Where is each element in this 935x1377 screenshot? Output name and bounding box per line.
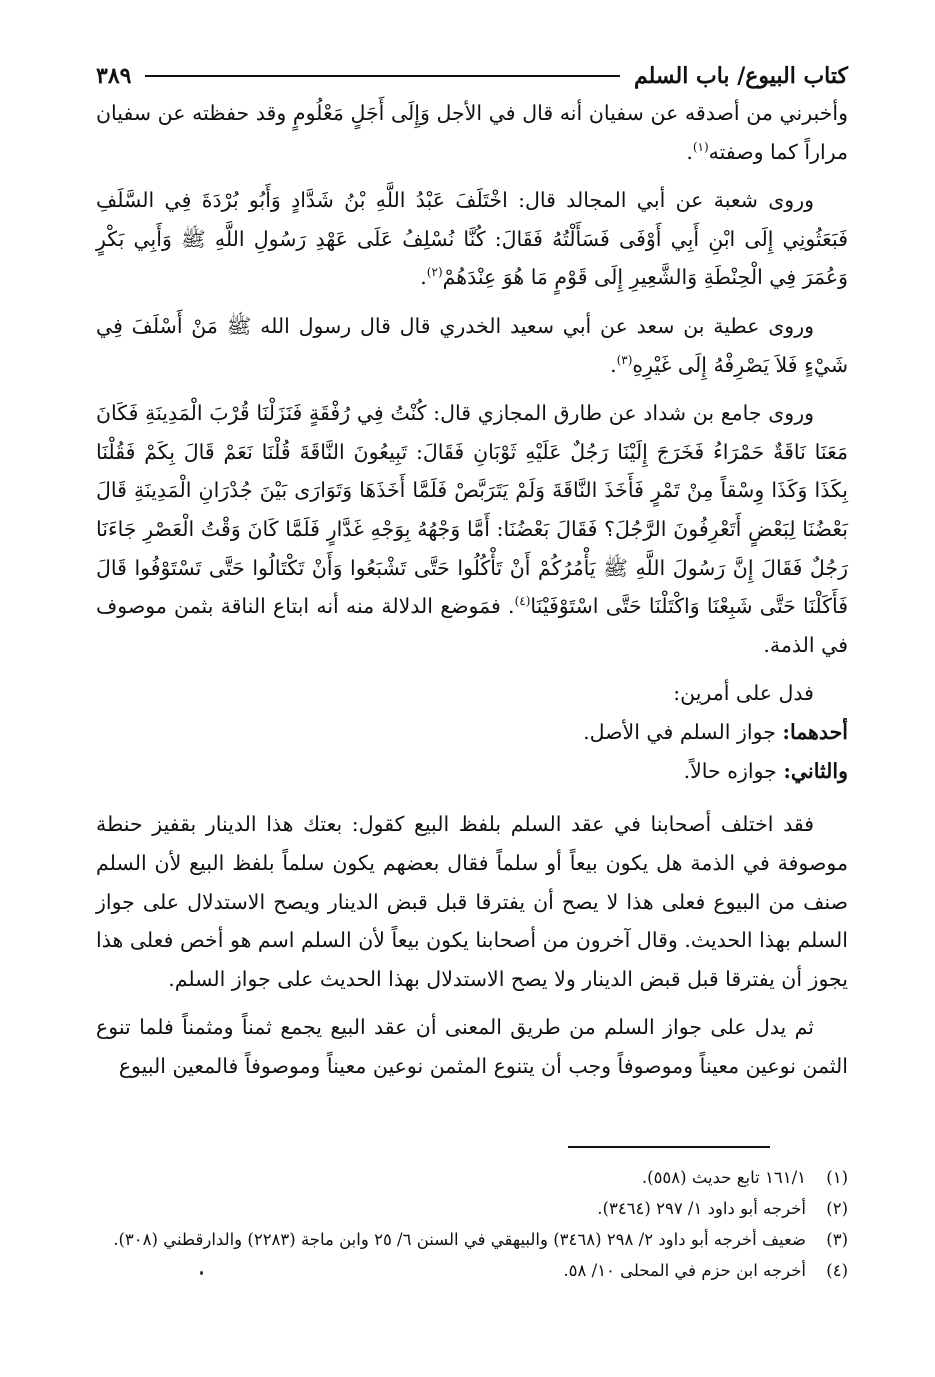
- footnote-text: ١٦١/١ تابع حديث (٥٥٨).: [641, 1168, 806, 1187]
- paragraph-text: وروى جامع بن شداد عن طارق المجازي قال: كُنْتُ فِي رُفْقَةٍ فَنَزَلْنَا قُرْبَ الْمَدِينَةِ فَكَانَ مَعَنَا نَاقَةٌ حَمْرَاءُ فَخَرَجَ إِلَيْنَا رَجُلٌ عَلَيْهِ ثَوْبَانِ فَقَالَ: تَبِيعُونَ النَّاقَةَ قُلْنَا نَعَمْ قَالَ بِكَمْ فَقُلْنَا بِكَذَا وَكَذَا وِسْقاً مِنْ تَمْرٍ فَأَخَذَ النَّاقَةَ وَلَمْ يَتَرَبَّصْ فَلَمَّا أَخَذَهَا وَتَوَارَى بَيْنَ جُدْرَانِ الْمَدِينَةِ قَالَ بَعْضُنَا لِبَعْضٍ أَتَعْرِفُونَ الرَّجُلَ؟ فَقَالَ بَعْضُنَا: أَمَّا وَجْهُهُ بِوَجْهِ غَدَّارٍ فَلَمَّا كَانَ وَقْتُ الْعَصْرِ جَاءَنَا رَجُلٌ فَقَالَ إِنَّ رَسُولَ اللَّهِ ﷺ يَأْمُرُكُمْ أَنْ تَأْكُلُوا حَتَّى تَشْبَعُوا وَأَنْ تَكْتَالُوا حَتَّى تَسْتَوْفُوا قَالَ فَأَكَلْنَا حَتَّى شَبِعْنَا وَاكْتَلْنَا حَتَّى اسْتَوْفَيْنَا: [96, 401, 848, 619]
- list-item-text: جوازه حالاً.: [683, 759, 784, 784]
- footnote-text: أخرجه أبو داود ١/ ٢٩٧ (٣٤٦٤).: [597, 1199, 806, 1218]
- footnote: [96, 1164, 848, 1191]
- footnote-number: (٢): [826, 1199, 848, 1218]
- paragraph-text: وأخبرني من أصدقه عن سفيان أنه قال في الأجل وَإِلَى أَجَلٍ مَعْلُومٍ وقد حفظته عن سفيان مراراً كما وصفته: [96, 101, 848, 164]
- list-intro: فدل على أمرين:: [673, 681, 814, 706]
- list-item-text: جواز السلم في الأصل.: [583, 720, 783, 745]
- main-text: [96, 94, 848, 1085]
- footnotes: [96, 1164, 848, 1288]
- footnote-marker: (١): [692, 139, 709, 154]
- list-item: [96, 752, 848, 791]
- footnote: [96, 1257, 848, 1284]
- paragraph: وروى شعبة عن أبي المجالد قال: اخْتَلَفَ عَبْدُ اللَّهِ بْنُ شَدَّادٍ وَأَبُو بُرْدَةَ فِي السَّلَفِ فَبَعَثُونِي إِلَى ابْنِ أَبِي أَوْفَى فَسَأَلْتُهُ فَقَالَ: كُنَّا نُسْلِفُ عَلَى عَهْدِ رَسُولِ اللَّهِ ﷺ وَأَبِي بَكْرٍ وَعُمَرَ فِي الْحِنْطَةِ وَالشَّعِيرِ إِلَى قَوْمٍ مَا هُوَ عِنْدَهُمْ$^{(٢)}$.: [96, 188, 848, 290]
- footnote: [96, 1195, 848, 1222]
- chapter-title: كتاب البيوع/ باب السلم: [633, 63, 848, 89]
- paragraph: وروى عطية بن سعد عن أبي سعيد الخدري قال قال رسول الله ﷺ مَنْ أَسْلَفَ فِي شَيْءٍ فَلاَ يَصْرِفْهُ إِلَى غَيْرِهِ$^{(٣)}$.: [96, 313, 848, 377]
- footnote-number: (٣): [826, 1230, 848, 1249]
- footnote: [96, 1226, 848, 1253]
- book-page: [96, 58, 848, 1095]
- paragraph: وأخبرني من أصدقه عن سفيان أنه قال في الأجل وَإِلَى أَجَلٍ مَعْلُومٍ وقد حفظته عن سفيان مراراً كما وصفته$^{(١)}$.: [96, 101, 848, 164]
- list-item-label: والثاني:: [783, 759, 848, 784]
- running-header: [96, 58, 848, 94]
- footnote-marker: (٤): [514, 594, 531, 609]
- page-number: ٣٨٩: [96, 63, 132, 89]
- footnote-number: (٤): [826, 1261, 848, 1280]
- scan-speck: [200, 1271, 203, 1275]
- list-item-label: أحدهما:: [782, 720, 848, 745]
- paragraph-text: وروى عطية بن سعد عن أبي سعيد الخدري قال قال رسول الله ﷺ مَنْ أَسْلَفَ فِي شَيْءٍ فَلاَ يَصْرِفْهُ إِلَى غَيْرِهِ: [96, 313, 848, 377]
- footnote-separator: [568, 1146, 770, 1148]
- footnote-number: (١): [826, 1168, 848, 1187]
- footnote-text: ضعيف أخرجه أبو داود ٢/ ٢٩٨ (٣٤٦٨) والبيهقي في السنن ٦/ ٢٥ وابن ماجة (٢٢٨٣) والدارقطني (٣٠٨).: [113, 1230, 806, 1249]
- enumeration: [96, 674, 848, 791]
- paragraph: وروى جامع بن شداد عن طارق المجازي قال: كُنْتُ فِي رُفْقَةٍ فَنَزَلْنَا قُرْبَ الْمَدِينَةِ فَكَانَ مَعَنَا نَاقَةٌ حَمْرَاءُ فَخَرَجَ إِلَيْنَا رَجُلٌ عَلَيْهِ ثَوْبَانِ فَقَالَ: تَبِيعُونَ النَّاقَةَ قُلْنَا نَعَمْ قَالَ بِكَمْ فَقُلْنَا بِكَذَا وَكَذَا وِسْقاً مِنْ تَمْرٍ فَأَخَذَ النَّاقَةَ وَلَمْ يَتَرَبَّصْ فَلَمَّا أَخَذَهَا وَتَوَارَى بَيْنَ جُدْرَانِ الْمَدِينَةِ قَالَ بَعْضُنَا لِبَعْضٍ أَتَعْرِفُونَ الرَّجُلَ؟ فَقَالَ بَعْضُنَا: أَمَّا وَجْهُهُ بِوَجْهِ غَدَّارٍ فَلَمَّا كَانَ وَقْتُ الْعَصْرِ جَاءَنَا رَجُلٌ فَقَالَ إِنَّ رَسُولَ اللَّهِ ﷺ يَأْمُرُكُمْ أَنْ تَأْكُلُوا حَتَّى تَشْبَعُوا وَأَنْ تَكْتَالُوا حَتَّى تَسْتَوْفُوا قَالَ فَأَكَلْنَا حَتَّى شَبِعْنَا وَاكْتَلْنَا حَتَّى اسْتَوْفَيْنَا$^{(٤)}$. فمَوضع الدلالة منه أنه ابتاع الناقة بثمن موصوف في الذمة.: [96, 401, 848, 657]
- paragraph: ثم يدل على جواز السلم من طريق المعنى أن عقد البيع يجمع ثمناً ومثمناً فلما تنوع الثمن نوعين معيناً وموصوفاً وجب أن يتنوع المثمن نوعين معيناً وموصوفاً فالمعين البيوع: [96, 1015, 848, 1078]
- list-item: [96, 713, 848, 752]
- footnote-text: أخرجه ابن حزم في المحلى ١٠/ ٥٨.: [563, 1261, 806, 1280]
- header-rule: [145, 75, 620, 77]
- footnote-marker: (٢): [426, 265, 443, 280]
- paragraph-text: وروى شعبة عن أبي المجالد قال: اخْتَلَفَ عَبْدُ اللَّهِ بْنُ شَدَّادٍ وَأَبُو بُرْدَةَ فِي السَّلَفِ فَبَعَثُونِي إِلَى ابْنِ أَبِي أَوْفَى فَسَأَلْتُهُ فَقَالَ: كُنَّا نُسْلِفُ عَلَى عَهْدِ رَسُولِ اللَّهِ ﷺ وَأَبِي بَكْرٍ وَعُمَرَ فِي الْحِنْطَةِ وَالشَّعِيرِ إِلَى قَوْمٍ مَا هُوَ عِنْدَهُمْ: [96, 188, 848, 290]
- paragraph: فقد اختلف أصحابنا في عقد السلم بلفظ البيع كقول: بعتك هذا الدينار بقفيز حنطة موصوفة في الذمة هل يكون بيعاً أو سلماً فقال بعضهم يكون سلماً بلفظ البيع لأن السلم صنف من البيوع فعلى هذا لا يصح أن يفترقا قبل قبض الدينار ويصح الاستدلال على جواز السلم بهذا الحديث. وقال آخرون من أصحابنا يكون بيعاً لأن السلم اسم هو أخص فعلى هذا يجوز أن يفترقا قبل قبض الدينار ولا يصح الاستدلال بهذا الحديث على جواز السلم.: [96, 812, 848, 991]
- paragraph-text: فمَوضع الدلالة منه أنه ابتاع الناقة بثمن موصوف في الذمة.: [96, 594, 848, 657]
- footnote-marker: (٣): [616, 352, 633, 367]
